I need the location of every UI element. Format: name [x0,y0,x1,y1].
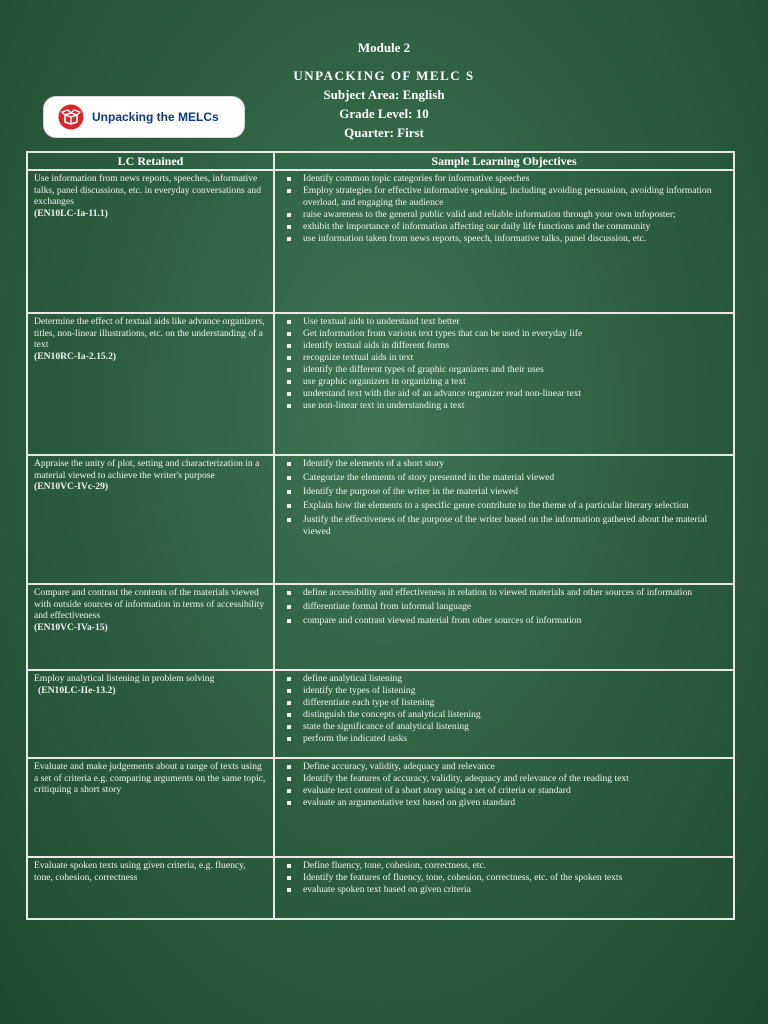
header-learning-objectives: Sample Learning Objectives [274,152,734,170]
table-row [27,313,734,455]
objective-item: identify the types of listening [285,685,727,697]
objectives-cell [274,857,734,919]
objective-item: identify the different types of graphic organizers and their uses [285,364,727,376]
lc-text: Employ analytical listening in problem solving [34,673,215,684]
objective-item: Identify the purpose of the writer in the material viewed [285,486,727,498]
table-row [27,170,734,313]
objective-item: Explain how the elements to a specific genre contribute to the theme of a particular literary selection [285,500,727,512]
lc-text: Evaluate and make judgements about a range of texts using a set of criteria e.g. comparing arguments on the same topic, critiquing a short story [34,761,266,795]
table-row [27,758,734,857]
lc-cell [27,455,274,584]
objective-item: recognize textual aids in text [285,352,727,364]
lc-text: Use information from news reports, speeches, informative talks, panel discussions, etc. in everyday conversations and exchanges [34,173,261,207]
lc-cell [27,758,274,857]
objectives-cell [274,758,734,857]
objective-item: Define accuracy, validity, adequacy and relevance [285,761,727,773]
objectives-cell [274,455,734,584]
quarter: Quarter: First [344,125,424,140]
lc-cell [27,857,274,919]
objective-item: differentiate formal from informal language [285,601,727,613]
lc-cell [27,584,274,670]
objective-item: Identify the elements of a short story [285,458,727,470]
objective-item: evaluate an argumentative text based on given standard [285,797,727,809]
objective-item: Identify the features of accuracy, validity, adequacy and relevance of the reading text [285,773,727,785]
lc-code: (EN10LC-IIe-13.2) [38,684,116,696]
table-row [27,857,734,919]
lc-cell [27,670,274,758]
open-box-icon [58,104,84,130]
objective-item: exhibit the importance of information affecting our daily life functions and the community [285,221,727,233]
lc-text: Evaluate spoken texts using given criteria, e.g. fluency, tone, cohesion, correctness [34,860,246,883]
grade-level: Grade Level: 10 [339,106,429,121]
objective-item: differentiate each type of listening [285,697,727,709]
objective-item: Identify the features of fluency, tone, cohesion, correctness, etc. of the spoken texts [285,872,727,884]
objective-item: state the significance of analytical listening [285,721,727,733]
objective-item: evaluate text content of a short story using a set of criteria or standard [285,785,727,797]
lc-code: (EN10LC-Ia-11.1) [34,207,108,219]
objective-item: use graphic organizers in organizing a text [285,376,727,388]
objective-item: Identify common topic categories for informative speeches [285,173,727,185]
objective-item: use information taken from news reports, speech, informative talks, panel discussion, etc. [285,233,727,245]
objective-item: Get information from various text types that can be used in everyday life [285,328,727,340]
melc-table [26,151,735,920]
objective-item: Define fluency, tone, cohesion, correctness, etc. [285,860,727,872]
lc-code: (EN10RC-Ia-2.15.2) [34,350,117,362]
objective-item: define analytical listening [285,673,727,685]
objective-item: Categorize the elements of story presented in the material viewed [285,472,727,484]
objective-item: understand text with the aid of an advance organizer read non-linear text [285,388,727,400]
table-row [27,584,734,670]
objective-item: raise awareness to the general public valid and reliable information through your own infoposter; [285,209,727,221]
objectives-cell [274,313,734,455]
objective-item: define accessibility and effectiveness in relation to viewed materials and other sources of information [285,587,727,599]
objective-item: evaluate spoken text based on given criteria [285,884,727,896]
table-header-row [27,152,734,170]
objectives-cell [274,170,734,313]
lc-code: (EN10VC-IVc-29) [34,481,109,492]
table-row [27,670,734,758]
lc-text: Appraise the unity of plot, setting and characterization in a material viewed to achieve the writer's purpose [34,458,260,481]
logo-text: Unpacking the MELCs [92,110,219,124]
objective-item: compare and contrast viewed material from other sources of information [285,615,727,627]
lc-cell [27,313,274,455]
table-row [27,455,734,584]
objective-item: perform the indicated tasks [285,733,727,745]
document-title: UNPACKING OF MELC S [293,68,475,83]
lc-text: Determine the effect of textual aids like advance organizers, titles, non-linear illustrations, etc. on the understanding of a text [34,316,265,350]
objective-item: Justify the effectiveness of the purpose of the writer based on the information gathered about the material viewed [285,514,727,538]
objectives-cell [274,584,734,670]
subject-area: Subject Area: English [323,87,445,102]
lc-code: (EN10VC-IVa-15) [34,621,108,633]
objective-item: Employ strategies for effective informative speaking, including avoiding persuasion, avoiding information overload, and engaging the audience [285,185,727,209]
unpacking-logo [44,97,244,137]
header-lc-retained: LC Retained [27,152,274,170]
objective-item: Use textual aids to understand text better [285,316,727,328]
objective-item: identify textual aids in different forms [285,340,727,352]
lc-cell [27,170,274,313]
module-title: Module 2 [357,40,411,55]
objectives-cell [274,670,734,758]
objective-item: distinguish the concepts of analytical listening [285,709,727,721]
objective-item: use non-linear text in understanding a text [285,400,727,412]
lc-text: Compare and contrast the contents of the materials viewed with outside sources of information in terms of accessibility and effectiveness [34,587,265,621]
